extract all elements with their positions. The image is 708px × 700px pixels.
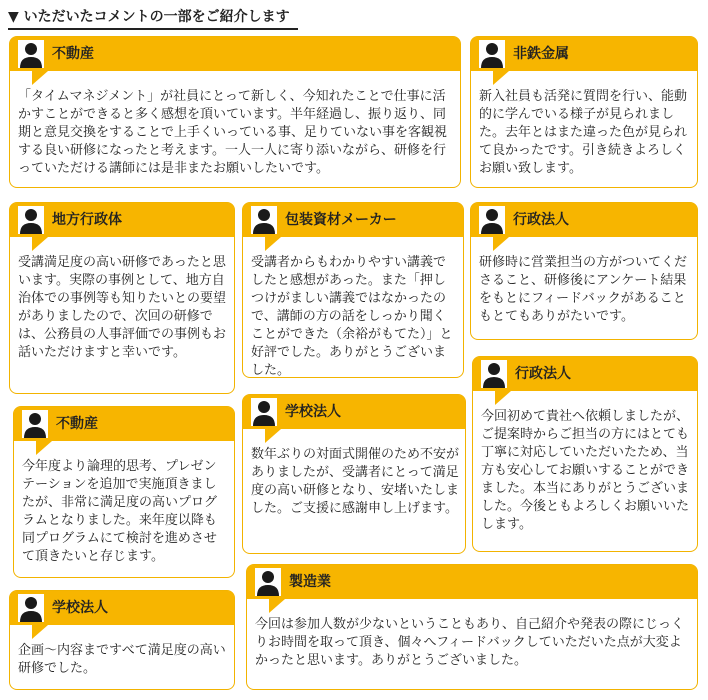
comment-text: 研修時に営業担当の方がついてくださること、研修後にアンケート結果をもとにフィードバックがあることもとてもありがたいです。 [479, 255, 688, 324]
comment-card [9, 202, 235, 394]
person-silhouette-icon [255, 568, 281, 596]
comment-card [9, 36, 461, 188]
industry-label: 学校法人 [285, 404, 341, 420]
comment-text: 新入社員も活発に質問を行い、能動的に学んでいる様子が見られました。去年とはまた違った色が見られて良かったです。引き続きよろしくお願い致します。 [479, 89, 688, 176]
comment-card [9, 590, 235, 690]
industry-label: 製造業 [289, 574, 331, 590]
industry-label: 行政法人 [515, 366, 571, 382]
comment-text: 今年度より論理的思考、プレゼンテーションを追加で実施頂きましたが、非常に満足度の高いプログラムとなりました。来年度以降も同プログラムにて検討を進めさせて頂きたいと存じます。 [22, 459, 218, 564]
comment-text: 「タイムマネジメント」が社員にとって新しく、今知れたことで仕事に活かすことができると多く感想を頂いています。半年経過し、振り返り、同期と意見交換をすることで上手くいっている事、足りていない事を客観視する良い研修になったと考えます。一人一人に寄り添いながら、研修を行っていただける講師には是非またお願いしたいです。 [18, 89, 448, 176]
person-silhouette-icon [479, 206, 505, 234]
card-header [471, 37, 697, 71]
card-header [10, 203, 234, 237]
industry-label: 地方行政体 [52, 212, 122, 228]
card-header [14, 407, 234, 441]
comment-card [13, 406, 235, 578]
person-silhouette-icon [18, 40, 44, 68]
person-silhouette-icon [479, 40, 505, 68]
section-heading: ▼ いただいたコメントの一部をご紹介します [8, 6, 298, 30]
comment-card [470, 36, 698, 188]
card-header [10, 591, 234, 625]
card-header [473, 357, 697, 391]
industry-label: 包装資材メーカー [285, 212, 397, 228]
card-header [471, 203, 697, 237]
comment-text: 企画～内容まですべて満足度の高い研修でした。 [18, 643, 226, 676]
comment-card [472, 356, 698, 552]
comment-card [246, 564, 698, 690]
card-header [243, 395, 465, 429]
comment-card [242, 202, 464, 378]
comment-card [470, 202, 698, 340]
industry-label: 非鉄金属 [513, 46, 569, 62]
person-silhouette-icon [18, 594, 44, 622]
industry-label: 不動産 [52, 46, 94, 62]
comment-text: 今回は参加人数が少ないということもあり、自己紹介や発表の際にじっくりお時間を取って頂き、個々へフィードバックしていただいた点が大変よかったと思います。ありがとうございました。 [255, 617, 685, 668]
person-silhouette-icon [251, 206, 277, 234]
card-header [10, 37, 460, 71]
person-silhouette-icon [481, 360, 507, 388]
comment-text: 受講者からもわかりやすい講義でしたと感想があった。また「押しつけがましい講義ではなかったので、講師の方の話をしっかり聞くことができた（余裕がもてた）」と好評でした。ありがとうございました。 [251, 255, 453, 378]
card-header [247, 565, 697, 599]
comment-card [242, 394, 466, 554]
card-header [243, 203, 463, 237]
person-silhouette-icon [251, 398, 277, 426]
comment-text: 数年ぶりの対面式開催のため不安がありましたが、受講者にとって満足度の高い研修となり、安堵いたしました。ご支援に感謝申し上げます。 [251, 447, 460, 516]
person-silhouette-icon [22, 410, 48, 438]
person-silhouette-icon [18, 206, 44, 234]
comment-text: 今回初めて貴社へ依頼しましたが、ご提案時からご担当の方にはとても丁寧に対応していただいたため、当方も安心してお願いすることができました。本当にありがとうございました。今後ともよろしくお願いいたします。 [481, 409, 690, 532]
industry-label: 学校法人 [52, 600, 108, 616]
industry-label: 行政法人 [513, 212, 569, 228]
comment-text: 受講満足度の高い研修であったと思います。実際の事例として、地方自治体での事例等も知りたいとの要望がありましたので、次回の研修では、公務員の人事評価での事例もお話いただけますと幸いです。 [18, 255, 227, 360]
industry-label: 不動産 [56, 416, 98, 432]
